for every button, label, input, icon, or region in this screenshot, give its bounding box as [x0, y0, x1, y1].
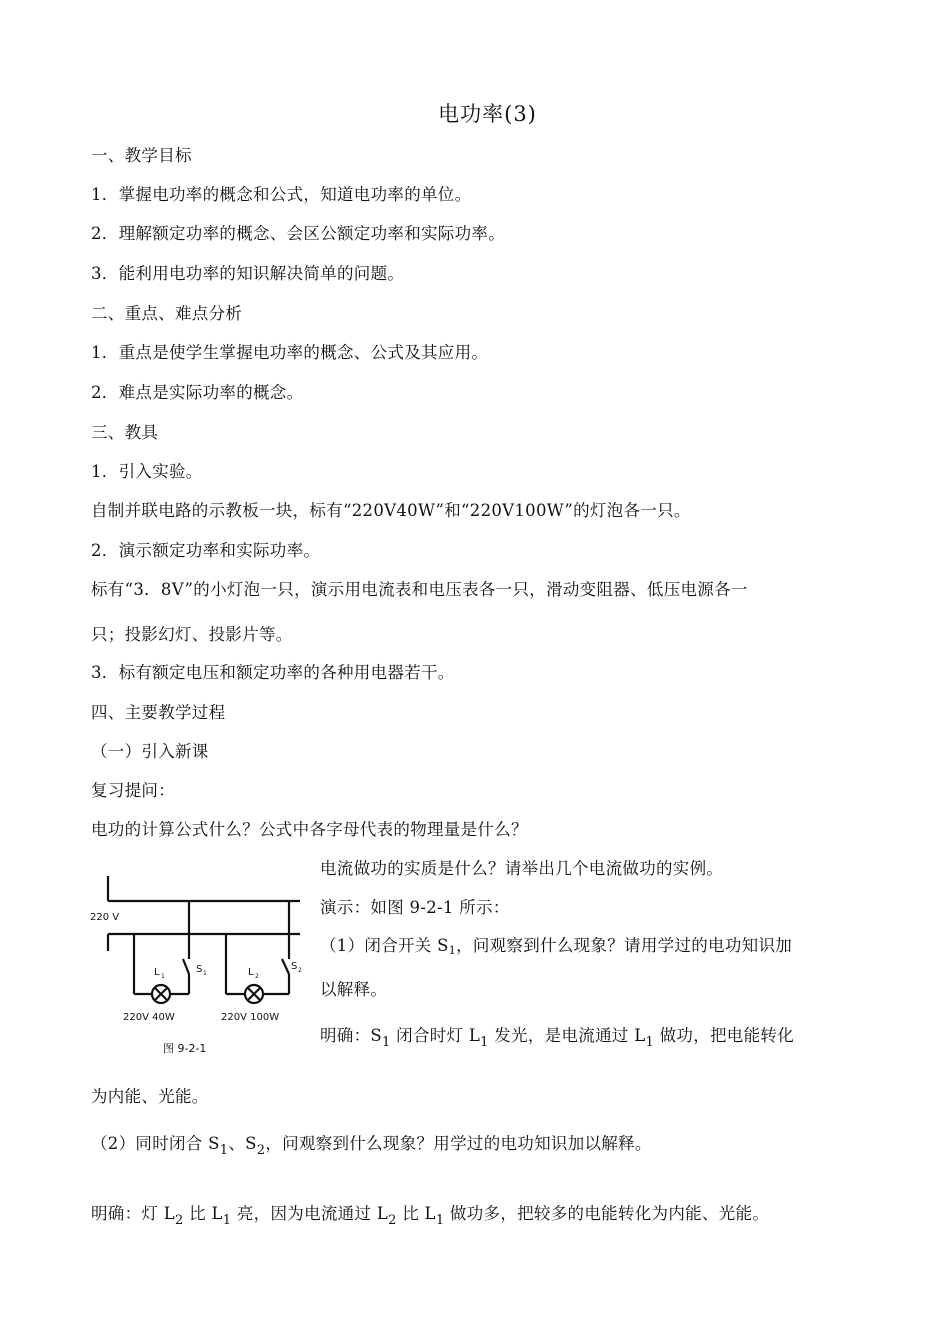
- step-2-c: ，问观察到什么现象？用学过的电功知识加以解释。: [265, 1134, 652, 1153]
- step-1-text-a: （1）闭合开关 S: [320, 936, 449, 955]
- clarify-1-b: 闭合时灯 L: [390, 1026, 481, 1045]
- clarify-2-a: 明确：灯 L: [91, 1204, 176, 1223]
- question-1: 电功的计算公式什么？公式中各字母代表的物理量是什么？: [91, 820, 528, 839]
- voltage-label: 220 V: [90, 912, 120, 923]
- clarify-1-d: 做功，把电能转化: [654, 1026, 794, 1045]
- goal-item-1: 1．掌握电功率的概念和公式，知道电功率的单位。: [91, 185, 472, 204]
- focus-item-1: 1．重点是使学生掌握电功率的概念、公式及其应用。: [91, 343, 489, 362]
- review-label: 复习提问：: [91, 781, 175, 800]
- clarify-2-sub-l2: 2: [175, 1213, 184, 1228]
- lamp2-label: L: [248, 967, 254, 978]
- section-heading-process: 四、主要教学过程: [91, 703, 226, 722]
- step-1: [320, 932, 792, 956]
- switch1-sub: 1: [203, 970, 207, 977]
- clarify-1-sub-l1b: 1: [645, 1035, 655, 1050]
- clarify-2-sub-l1b: 1: [435, 1213, 445, 1228]
- clarify-2-sub-l2b: 2: [388, 1213, 397, 1228]
- demo-label: 演示：如图 9-2-1 所示：: [320, 898, 510, 917]
- clarify-2-c: 亮，因为电流通过 L: [231, 1204, 389, 1223]
- clarify-1: [320, 1022, 794, 1050]
- clarify-2: [91, 1200, 770, 1228]
- tools-item-2-desc-a: 标有“3．8V”的小灯泡一只，演示用电流表和电压表各一只，滑动变阻器、低压电源各一: [91, 580, 748, 599]
- process-part-1: （一）引入新课: [91, 742, 209, 761]
- page-title: 电功率(3): [438, 102, 537, 126]
- tools-item-1: 1．引入实验。: [91, 462, 203, 481]
- goal-item-2: 2．理解额定功率的概念、会区公额定功率和实际功率。: [91, 224, 505, 243]
- clarify-1-c: 发光，是电流通过 L: [488, 1026, 646, 1045]
- switch1-label: S: [196, 964, 203, 975]
- question-2: 电流做功的实质是什么？请举出几个电流做功的实例。: [320, 859, 724, 878]
- step-2-b: 、S: [228, 1134, 257, 1153]
- section-heading-focus: 二、重点、难点分析: [91, 304, 243, 323]
- section-heading-goals: 一、教学目标: [91, 146, 192, 165]
- section-heading-tools: 三、教具: [91, 423, 159, 442]
- step-1-sub: 1: [448, 944, 457, 957]
- circuit-figure: [88, 868, 306, 1060]
- clarify-2-e: 做功多，把较多的电能转化为内能、光能。: [444, 1204, 770, 1223]
- lamp1-rating: 220V 40W: [123, 1012, 175, 1023]
- step-2: [91, 1130, 652, 1158]
- clarify-1-a: 明确：S: [320, 1026, 383, 1045]
- step-2-sub-s2: 2: [256, 1143, 266, 1158]
- switch2-sub: 2: [298, 967, 302, 974]
- clarify-2-sub-l1: 1: [222, 1213, 232, 1228]
- clarify-1-sub-l1: 1: [480, 1035, 489, 1050]
- clarify-2-b: 比 L: [183, 1204, 223, 1223]
- tools-item-2-desc-b: 只；投影幻灯、投影片等。: [91, 625, 293, 644]
- clarify-1-continued: 为内能、光能。: [91, 1087, 209, 1106]
- focus-item-2: 2．难点是实际功率的概念。: [91, 383, 304, 402]
- lamp1-label: L: [154, 967, 160, 978]
- step-1-text-b: ，问观察到什么现象？请用学过的电功知识加: [456, 936, 793, 955]
- lamp1-sub: 1: [161, 973, 165, 980]
- step-2-sub-s1: 1: [219, 1143, 229, 1158]
- switch2-label: S: [291, 961, 298, 972]
- tools-item-2: 2．演示额定功率和实际功率。: [91, 541, 321, 560]
- step-2-a: （2）同时闭合 S: [91, 1134, 220, 1153]
- step-1-continued: 以解释。: [320, 980, 388, 999]
- clarify-1-sub-s1: 1: [382, 1035, 391, 1050]
- tools-item-1-desc: 自制并联电路的示教板一块，标有“220V40W”和“220V100W”的灯泡各一只。: [91, 501, 691, 520]
- tools-item-3: 3．标有额定电压和额定功率的各种用电器若干。: [91, 663, 455, 682]
- lamp2-rating: 220V 100W: [221, 1012, 280, 1023]
- goal-item-3: 3．能利用电功率的知识解决简单的问题。: [91, 264, 405, 283]
- figure-caption: 图 9-2-1: [163, 1042, 207, 1055]
- lamp2-sub: 2: [255, 973, 259, 980]
- clarify-2-d: 比 L: [396, 1204, 436, 1223]
